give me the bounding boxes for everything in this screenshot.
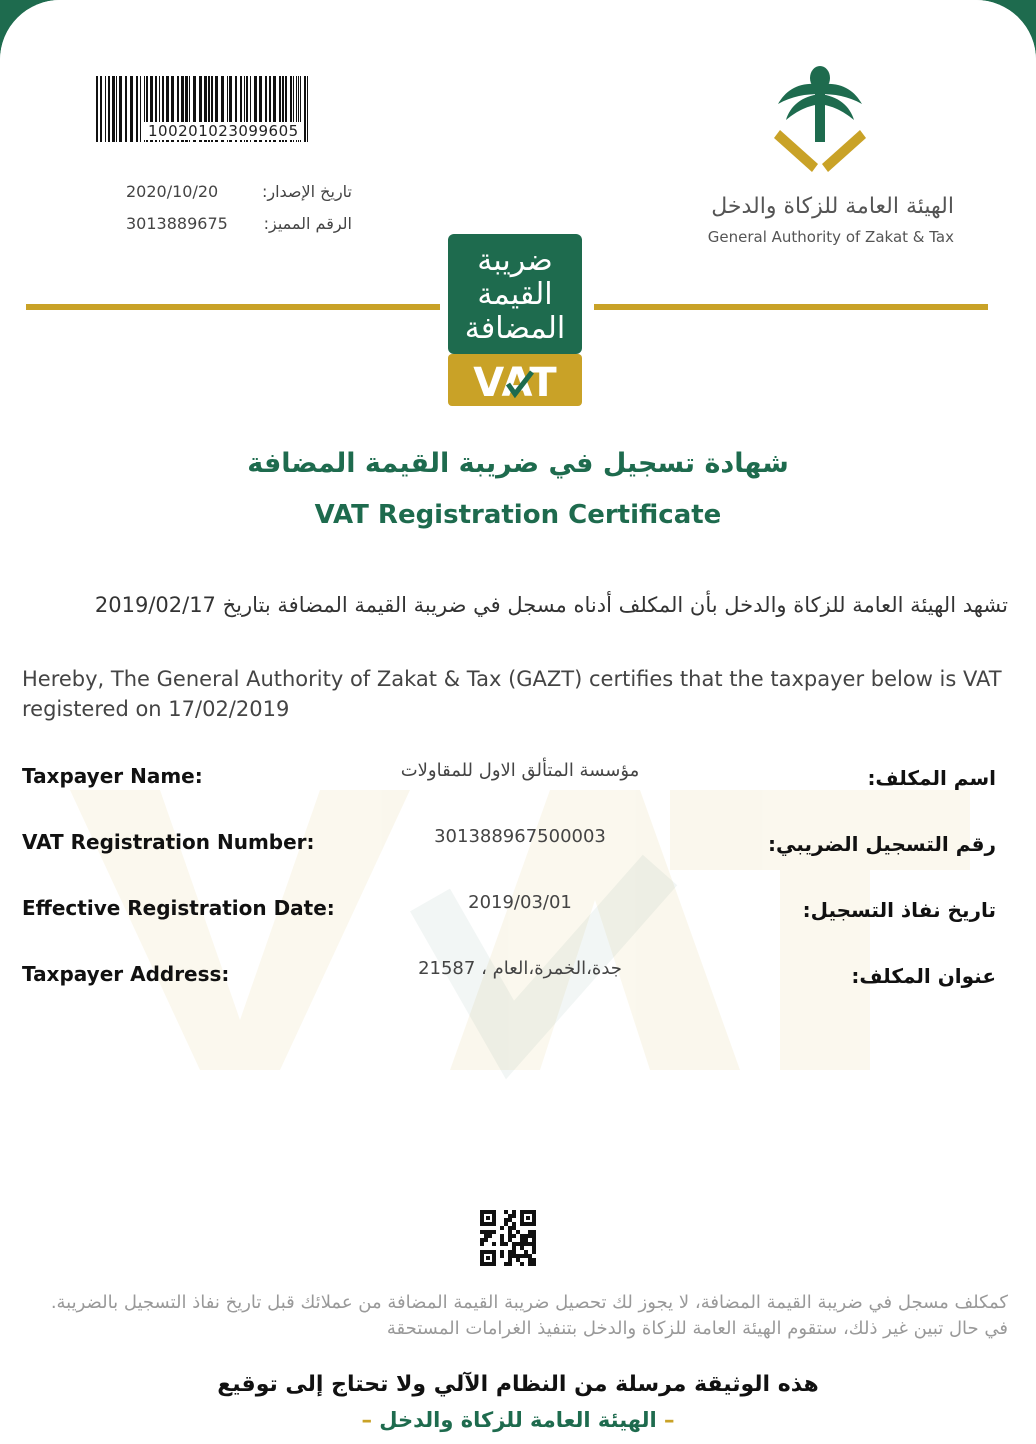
field-label-en: Taxpayer Name:	[22, 764, 203, 788]
footer-dash: –	[361, 1408, 372, 1432]
field-label-en: Effective Registration Date:	[22, 896, 335, 920]
field-label-ar: اسم المكلف:	[867, 766, 996, 790]
field-value: جدة،الخمرة،العام ، 21587	[418, 958, 622, 979]
footer-authority-name: الهيئة العامة للزكاة والدخل	[379, 1408, 657, 1432]
issue-date-label: تاريخ الإصدار:	[261, 182, 352, 201]
vat-badge	[448, 234, 582, 406]
field-label-ar: رقم التسجيل الضريبي:	[768, 832, 996, 856]
footer-authority	[0, 1408, 1036, 1432]
gold-divider-left	[26, 304, 440, 310]
intro-en: Hereby, The General Authority of Zakat & Tax (GAZT) certifies that the taxpayer below is VAT registered on 17/02/2019	[22, 667, 1002, 721]
footer-auto-generated: هذه الوثيقة مرسلة من النظام الآلي ولا تحتاج إلى توقيع	[217, 1372, 819, 1397]
field-label-ar: عنوان المكلف:	[851, 964, 996, 988]
title-en: VAT Registration Certificate	[314, 500, 722, 530]
authority-name-en: General Authority of Zakat & Tax	[707, 228, 954, 246]
unique-number-label: الرقم المميز:	[263, 214, 352, 233]
footer-dash: –	[664, 1408, 675, 1432]
legal-notice: كمكلف مسجل في ضريبة القيمة المضافة، لا يجوز لك تحصيل ضريبة القيمة المضافة من عملائك قبل تاريخ نفاذ التسجيل بالضريبة. في حال تبين غير ذلك، ستقوم الهيئة العامة للزكاة والدخل بتنفيذ الغرامات المستحقة	[50, 1292, 1008, 1339]
vat-badge-label: VAT	[473, 360, 557, 406]
qr-code	[480, 1210, 536, 1266]
field-label-en: VAT Registration Number:	[22, 830, 315, 854]
vat-badge-line3: المضافة	[464, 311, 566, 346]
field-value: 2019/03/01	[468, 892, 572, 913]
field-label-ar: تاريخ نفاذ التسجيل:	[802, 898, 996, 922]
vat-badge-line2: القيمة	[477, 277, 553, 312]
vat-badge-line1: ضريبة	[477, 243, 553, 278]
issue-date: 2020/10/20	[126, 182, 219, 201]
authority-name-ar: الهيئة العامة للزكاة والدخل	[711, 194, 954, 219]
unique-number: 3013889675	[126, 214, 228, 233]
gazt-palm-logo	[768, 64, 872, 184]
field-value: 301388967500003	[434, 826, 606, 847]
gold-divider-right	[594, 304, 988, 310]
field-label-en: Taxpayer Address:	[22, 962, 230, 986]
field-value: مؤسسة المتألق الاول للمقاولات	[400, 760, 640, 781]
intro-ar: تشهد الهيئة العامة للزكاة والدخل بأن المكلف أدناه مسجل في ضريبة القيمة المضافة بتاريخ 2019/02/17	[94, 593, 1008, 617]
title-ar: شهادة تسجيل في ضريبة القيمة المضافة	[247, 448, 789, 479]
barcode-number: 100201023099605	[144, 122, 303, 140]
